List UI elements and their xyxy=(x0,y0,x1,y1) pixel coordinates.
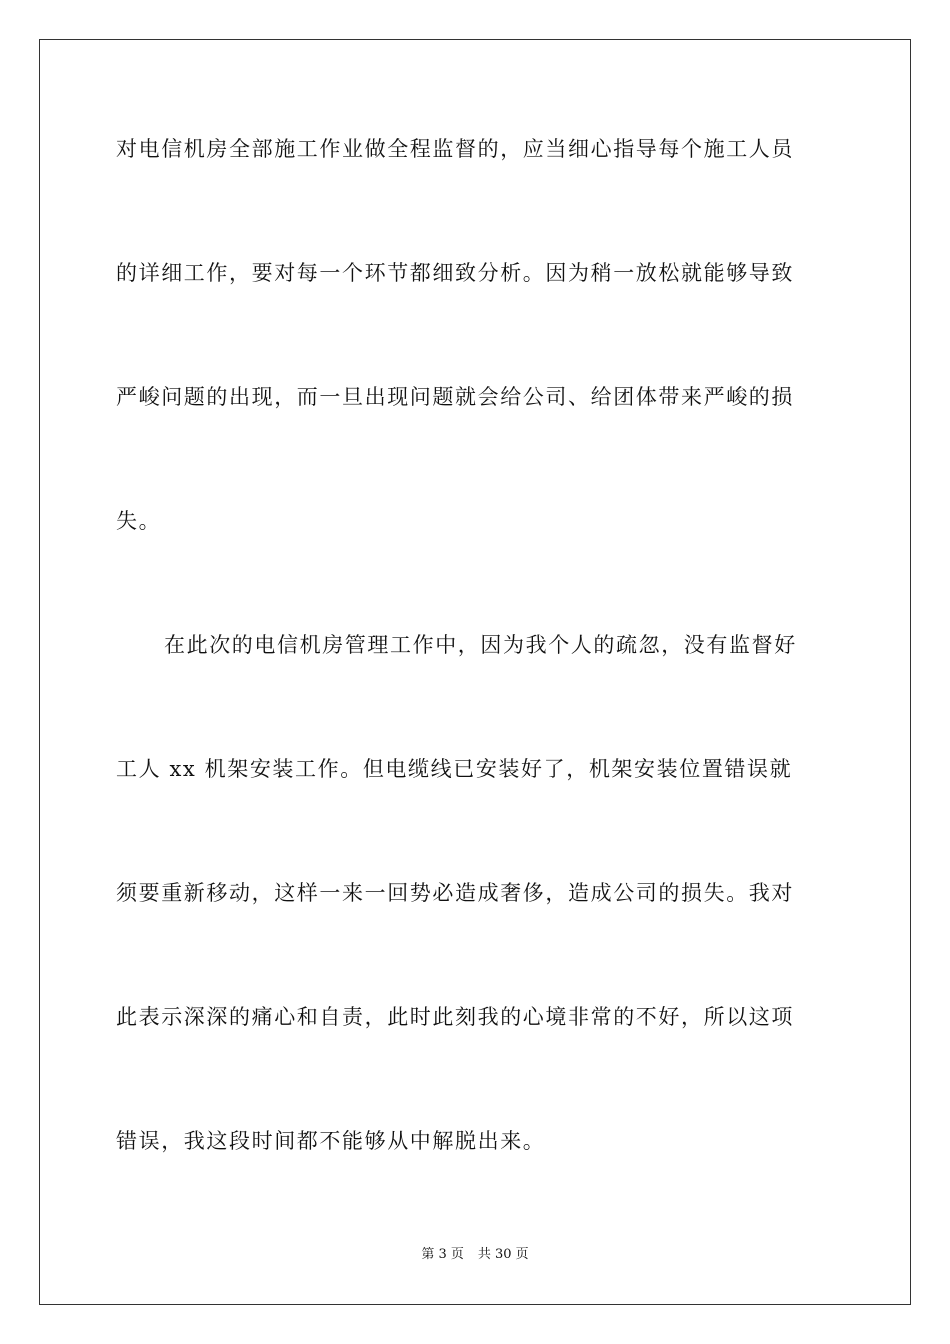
page-border xyxy=(39,39,911,1305)
page-number: 第 3 页 xyxy=(421,1247,464,1262)
paragraph-line: 此表示深深的痛心和自责，此时此刻我的心境非常的不好，所以这项 xyxy=(116,1005,794,1029)
page-total: 共 30 页 xyxy=(477,1247,529,1262)
paragraph-line: 在此次的电信机房管理工作中，因为我个人的疏忽，没有监督好 xyxy=(164,633,797,657)
paragraph-line: 错误，我这段时间都不能够从中解脱出来。 xyxy=(116,1129,546,1153)
paragraph-line: 工人 xx 机架安装工作。但电缆线已安装好了，机架安装位置错误就 xyxy=(116,757,793,781)
paragraph-line: 严峻问题的出现，而一旦出现问题就会给公司、给团体带来严峻的损 xyxy=(116,385,794,409)
paragraph-line: 对电信机房全部施工作业做全程监督的，应当细心指导每个施工人员 xyxy=(116,137,794,161)
paragraph-line: 须要重新移动，这样一来一回势必造成奢侈，造成公司的损失。我对 xyxy=(116,881,794,905)
page-footer xyxy=(0,1246,950,1264)
paragraph-line: 失。 xyxy=(116,509,162,533)
paragraph-line: 的详细工作，要对每一个环节都细致分析。因为稍一放松就能够导致 xyxy=(116,261,794,285)
